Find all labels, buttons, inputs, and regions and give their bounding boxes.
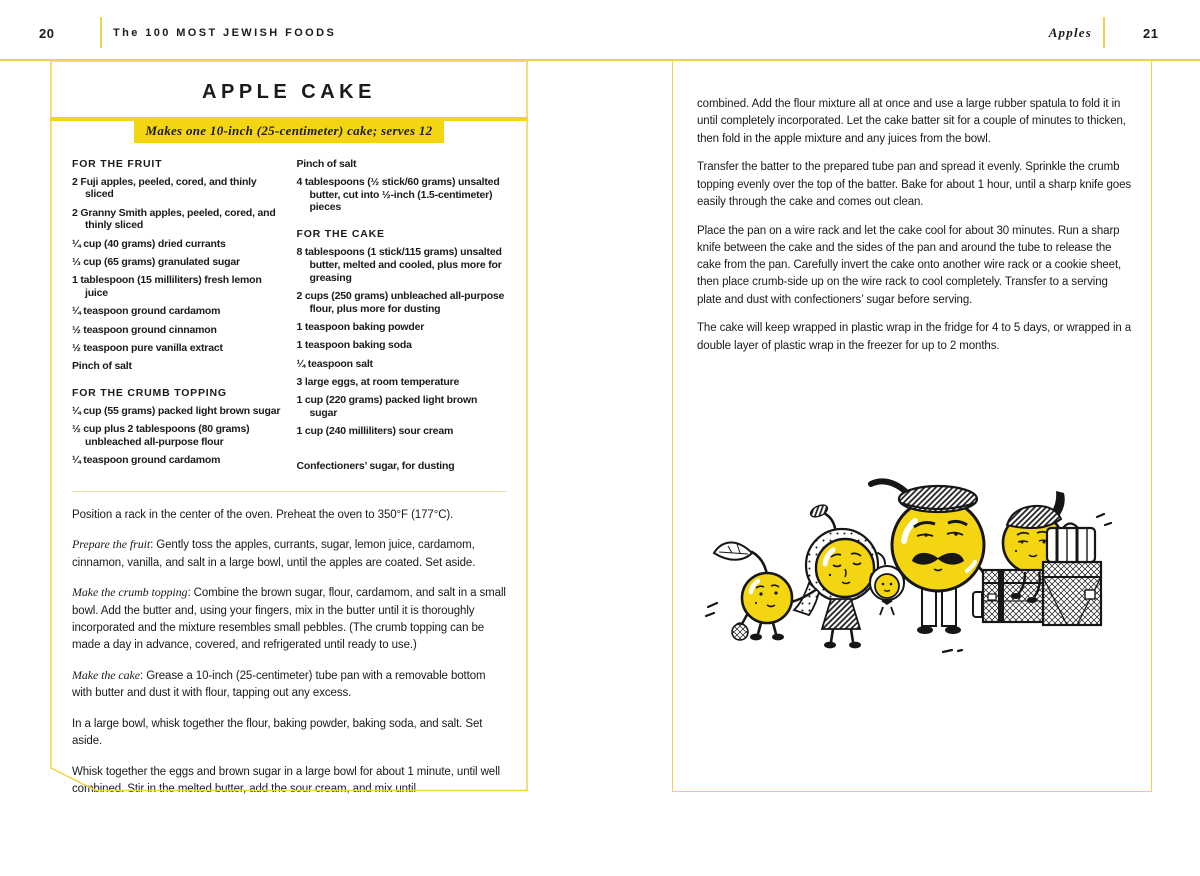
- step-text: In a large bowl, whisk together the flour, baking powder, baking soda, and salt. Set aside.: [72, 717, 483, 748]
- ingredient-item: 2 Fuji apples, peeled, cored, and thinly sliced: [72, 175, 257, 201]
- ingredient-group-cake: [297, 228, 508, 438]
- header-divider-left: [100, 17, 102, 48]
- ingredient-item: ½ cup plus 2 tablespoons (80 grams) unbleached all-purpose flour: [72, 423, 250, 449]
- running-chapter-title: Apples: [1048, 25, 1092, 40]
- ingredient-group-fruit: [72, 158, 283, 374]
- ingredient-item: ¼ teaspoon salt: [296, 357, 373, 370]
- ingredient-item: 2 Granny Smith apples, peeled, cored, and thinly sliced: [72, 206, 276, 232]
- ingredient-group-heading: FOR THE CRUMB TOPPING: [72, 387, 227, 400]
- apple-family-illustration: [695, 461, 1121, 667]
- ingredient-item: 1 cup (240 milliliters) sour cream: [296, 425, 454, 438]
- ingredient-item: 3 large eggs, at room temperature: [296, 376, 460, 389]
- method-step: [72, 505, 507, 524]
- step-text: : Gently toss the apples, currants, sugar, lemon juice, cardamom, cinnamon, vanilla, and salt in a large bowl, until the apples are coated. Set aside.: [72, 539, 476, 569]
- step-lead: Make the cake: [72, 667, 140, 682]
- ingredient-item: ¼ cup (55 grams) packed light brown sugar: [72, 405, 281, 418]
- method-step: [72, 714, 507, 751]
- ingredient-item: 2 cups (250 grams) unbleached all-purpose flour, plus more for dusting: [296, 290, 505, 315]
- yield-banner: Makes one 10-inch (25-centimeter) cake; serves 12: [134, 121, 445, 143]
- ingredient-item: ¼ teaspoon ground cardamom: [72, 305, 221, 318]
- ingredients-method-divider: [72, 491, 507, 492]
- recipe-page-right: [672, 60, 1152, 792]
- step-text: : Grease a 10-inch (25-centimeter) tube pan with a removable bottom with butter and dust it with flour, tapping out any excess.: [72, 669, 486, 700]
- ingredient-group-heading: FOR THE CAKE: [296, 228, 385, 241]
- running-book-title: The 100 MOST JEWISH FOODS: [113, 27, 337, 39]
- step-text: Whisk together the eggs and brown sugar in a large bowl for about 1 minute, until well combined. Stir in the melted butter, add the sour cream, and mix until: [72, 765, 501, 796]
- step-text: Position a rack in the center of the oven. Preheat the oven to 350°F (177°C).: [72, 508, 454, 521]
- striped-suitcase: [1047, 524, 1095, 563]
- ingredient-item: ⅓ cup (65 grams) granulated sugar: [72, 255, 240, 268]
- ingredient-item: 1 teaspoon baking powder: [296, 321, 425, 334]
- ingredient-group-heading: FOR THE FRUIT: [72, 157, 163, 170]
- ingredient-list: [297, 158, 508, 215]
- ingredient-item: ½ teaspoon pure vanilla extract: [72, 341, 223, 354]
- method-step: [72, 666, 507, 703]
- step-lead: Make the crumb topping: [72, 585, 188, 600]
- method-paragraph: Place the pan on a wire rack and let the cake cool for about 30 minutes. Run a sharp knife between the cake and the sides of the pan and around the tube to release the cake from the pan. Carefully invert the cake onto another wire rack or a cookie sheet, then place crumb-side up on the wire rack to cool completely. Transfer to a serving plate and dust with confectioners’ sugar before serving.: [697, 224, 1122, 306]
- ingredient-item: 4 tablespoons (½ stick/60 grams) unsalted butter, cut into ½-inch (1.5-centimeter) pieces: [296, 175, 500, 214]
- method-continuation: [697, 96, 1135, 366]
- ingredient-item: 1 cup (220 grams) packed light brown sugar: [296, 394, 478, 420]
- ingredient-item: Pinch of salt: [72, 360, 132, 373]
- method-step: [72, 583, 507, 654]
- ingredient-list: [72, 405, 283, 467]
- recipe-title: APPLE CAKE: [202, 81, 376, 103]
- ingredient-group-finishing: [297, 460, 508, 473]
- step-text: : Combine the brown sugar, flour, cardamom, and salt in a small bowl. Add the butter and, using your fingers, mix in the butter until it is thoroughly incorporated and the mixture resembles small pebbles. (The crumb topping can be made a day in advance, covered, and refrigerated until ready to use.): [72, 587, 506, 652]
- method-paragraph: The cake will keep wrapped in plastic wrap in the fridge for 4 to 5 days, or wrapped in a double layer of plastic wrap in the freezer for up to 2 months.: [697, 322, 1132, 352]
- ingredient-item: Pinch of salt: [296, 157, 357, 170]
- page-number-right: 21: [1143, 26, 1159, 41]
- ingredient-list: [72, 176, 283, 374]
- method-paragraph: Transfer the batter to the prepared tube pan and spread it evenly. Sprinkle the crumb topping evenly over the top of the batter. Bake for about 1 hour, until a sharp knife goes easily through the cake and comes out clean.: [697, 161, 1132, 208]
- ingredient-item: 8 tablespoons (1 stick/115 grams) unsalted butter, melted and cooled, plus more for greasing: [296, 246, 502, 284]
- ingredient-list: [297, 246, 508, 438]
- stacked-trunk: [1043, 562, 1101, 625]
- ingredient-item: ½ teaspoon ground cinnamon: [72, 323, 217, 336]
- ingredient-group-crumb-topping: [72, 387, 283, 467]
- ingredient-item: ¼ teaspoon ground cardamom: [72, 454, 221, 467]
- ingredients-column-1: [72, 158, 283, 479]
- ingredient-item: 1 teaspoon baking soda: [296, 339, 412, 352]
- ingredient-group-fruit-continued: [297, 158, 508, 215]
- method-step: [72, 535, 507, 572]
- header-divider-right: [1103, 17, 1105, 48]
- method-step: [72, 762, 507, 799]
- mother-apple: [791, 503, 878, 649]
- ingredients-column-2: [297, 158, 508, 479]
- ingredient-item: Confectioners’ sugar, for dusting: [296, 460, 455, 473]
- ingredient-item: ¼ cup (40 grams) dried currants: [72, 237, 226, 250]
- method-paragraph: combined. Add the flour mixture all at once and use a large rubber spatula to fold it in until completely incorporated. Let the cake batter sit for a couple of minutes to thicken, then fold in the apple mixture and any juices from the bowl.: [697, 98, 1126, 145]
- method-section: [72, 505, 507, 799]
- father-apple: [871, 481, 989, 634]
- ingredient-item: 1 tablespoon (15 milliliters) fresh lemon juice: [72, 274, 262, 300]
- recipe-page-left: [50, 60, 528, 796]
- page-number-left: 20: [39, 26, 55, 41]
- ingredient-list: [297, 460, 508, 473]
- ingredients-section: [72, 158, 507, 479]
- child-apple: [714, 542, 792, 640]
- step-lead: Prepare the fruit: [72, 537, 151, 552]
